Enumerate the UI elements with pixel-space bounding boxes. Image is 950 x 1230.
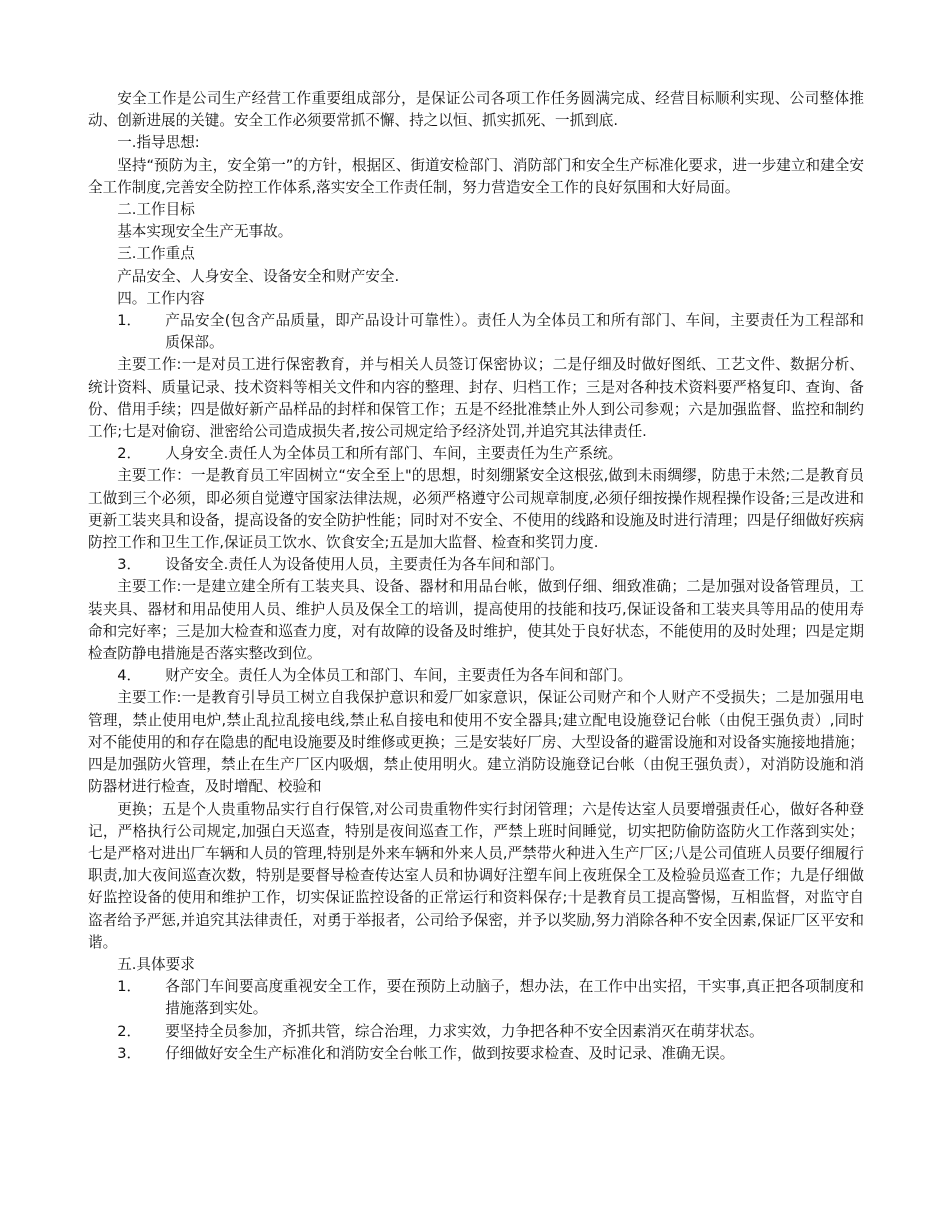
list-item-product-safety <box>88 310 864 354</box>
list-item-requirement-2 <box>88 1021 864 1043</box>
list-item-personal-safety <box>88 443 864 465</box>
personal-safety-work-paragraph: 主要工作：一是教育员工牢固树立“安全至上"的思想，时刻绷紧安全这根弦,做到未雨绸缪，防患于未然;二是教育员工做到三个必须，即必须自觉遵守国家法律法规，必须严格遵守公司规章制度,必须仔细按操作规程操作设备;三是改进和更新工装夹具和设备，提高设备的安全防护性能；同时对不安全、不使用的线路和设施及时进行清理；四是仔细做好疾病防控工作和卫生工作,保证员工饮水、饮食安全;五是加大监督、检查和奖罚力度. <box>88 467 864 552</box>
list-item-equipment-safety <box>88 554 864 576</box>
list-number: 3． <box>117 556 142 574</box>
list-number: 4． <box>117 667 142 685</box>
section-heading-work-goal: 二.工作目标 <box>117 201 195 219</box>
list-number: 2． <box>117 445 142 463</box>
list-item-requirement-3 <box>88 1043 864 1065</box>
section-heading-work-focus: 三.工作重点 <box>117 245 195 263</box>
section-heading-work-content: 四。工作内容 <box>117 289 205 307</box>
list-number: 3． <box>117 1044 142 1062</box>
list-item-text: 要坚持全员参加，齐抓共管，综合治理，力求实效，力争把各种不安全因素消灭在萌芽状态。 <box>165 1022 764 1040</box>
list-item-text: 仔细做好安全生产标准化和消防安全台帐工作，做到按要求检查、及时记录、准确无误。 <box>165 1044 735 1062</box>
list-number: 2． <box>117 1022 142 1040</box>
list-item-text: 财产安全。责任人为全体员工和部门、车间，主要责任为各车间和部门。 <box>165 667 633 685</box>
work-goal-paragraph: 基本实现安全生产无事故。 <box>117 223 293 241</box>
work-focus-paragraph: 产品安全、人身安全、设备安全和财产安全. <box>117 267 400 285</box>
section-heading-guiding-thought: 一.指导思想: <box>117 134 200 152</box>
property-safety-work-continued: 更换；五是个人贵重物品实行自行保管,对公司贵重物件实行封闭管理；六是传达室人员要增强责任心，做好各种登记，严格执行公司规定,加强白天巡查，特别是夜间巡查工作，严禁上班时间睡觉，切实把防偷防盗防火工作落到实处；七是严格对进出厂车辆和人员的管理,特别是外来车辆和外来人员,严禁带火种进入生产厂区;八是公司值班人员要仔细履行职责,加大夜间巡查次数，特别是要督导检查传达室人员和协调好注塑车间上夜班保全工及检验员巡查工作；九是仔细做好监控设备的使用和维护工作，切实保证监控设备的正常运行和资料保存;十是教育员工提高警惕，互相监督，对监守自盗者给予严惩,并追究其法律责任，对勇于举报者，公司给予保密，并予以奖励,努力消除各种不安全因素,保证厂区平安和谐。 <box>88 800 864 951</box>
list-item-property-safety <box>88 665 864 687</box>
product-safety-work-paragraph: 主要工作:一是对员工进行保密教育，并与相关人员签订保密协议；二是仔细及时做好图纸、工艺文件、数据分析、统计资料、质量记录、技术资料等相关文件和内容的整理、封存、归档工作；三是对各种技术资料要严格复印、查询、备份、借用手续；四是做好新产品样品的封样和保管工作；五是不经批准禁止外人到公司参观；六是加强监督、监控和制约工作;七是对偷窃、泄密给公司造成损失者,按公司规定给予经济处罚,并追究其法律责任. <box>88 356 864 441</box>
list-number: 1． <box>117 312 142 330</box>
equipment-safety-work-paragraph: 主要工作:一是建立建全所有工装夹具、设备、器材和用品台帐，做到仔细、细致准确；二是加强对设备管理员，工装夹具、器材和用品使用人员、维护人员及保全工的培训，提高使用的技能和技巧,保证设备和工装夹具等用品的使用寿命和完好率；三是加大检查和巡查力度，对有故障的设备及时维护，使其处于良好状态，不能使用的及时处理；四是定期检查防静电措施是否落实整改到位。 <box>88 578 864 663</box>
document-page <box>88 88 864 1065</box>
property-safety-work-paragraph: 主要工作:一是教育引导员工树立自我保护意识和爱厂如家意识，保证公司财产和个人财产不受损失；二是加强用电管理，禁止使用电炉,禁止乱拉乱接电线,禁止私自接电和使用不安全器具;建立配电设施登记台帐（由倪王强负责）,同时对不能使用的和存在隐患的配电设施要及时维修或更换；三是安装好厂房、大型设备的避雷设施和对设备实施接地措施；四是加强防火管理，禁止在生产厂区内吸烟，禁止使用明火。建立消防设施登记台帐（由倪王强负责），对消防设施和消防器材进行检查，及时增配、校验和 <box>88 689 864 796</box>
list-item-text: 设备安全.责任人为设备使用人员，主要责任为各车间和部门。 <box>165 556 564 574</box>
list-item-text: 各部门车间要高度重视安全工作，要在预防上动脑子，想办法，在工作中出实招，干实事,真正把各项制度和措施落到实处。 <box>165 978 864 1018</box>
list-item-text: 人身安全.责任人为全体员工和所有部门、车间，主要责任为生产系统。 <box>165 445 623 463</box>
list-item-text: 产品安全(包含产品质量，即产品设计可靠性）。责任人为全体员工和所有部门、车间，主要责任为工程部和质保部。 <box>165 312 864 352</box>
guiding-thought-paragraph: 坚持“预防为主，安全第一”的方针，根据区、街道安检部门、消防部门和安全生产标准化要求，进一步建立和建全安全工作制度,完善安全防控工作体系,落实安全工作责任制，努力营造安全工作的良好氛围和大好局面。 <box>88 156 864 196</box>
intro-paragraph: 安全工作是公司生产经营工作重要组成部分，是保证公司各项工作任务圆满完成、经营目标顺利实现、公司整体推动、创新进展的关键。安全工作必须要常抓不懈、持之以恒、抓实抓死、一抓到底. <box>88 90 864 130</box>
list-number: 1． <box>117 978 142 996</box>
list-item-requirement-1 <box>88 976 864 1020</box>
section-heading-requirements: 五.具体要求 <box>117 955 195 973</box>
